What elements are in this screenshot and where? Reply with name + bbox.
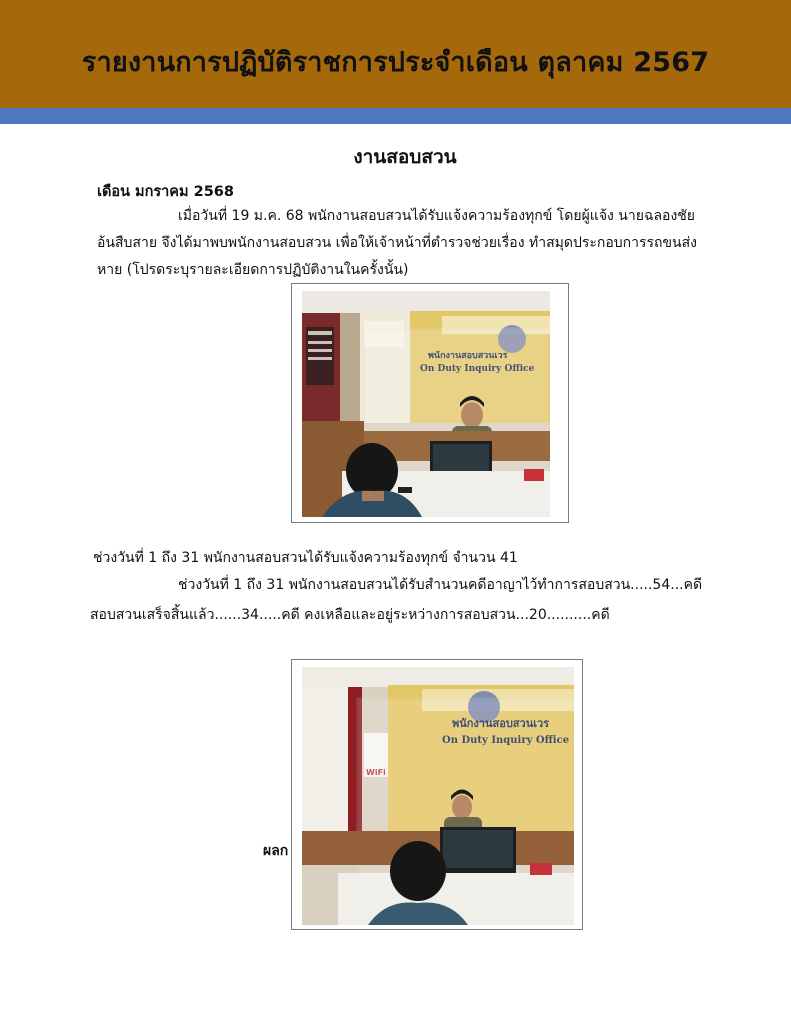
photo-1-sign-english: On Duty Inquiry Office [420, 364, 535, 374]
paragraph-1-line-3: หาย (โปรดระบุรายละเอียดการปฏิบัติงานในครั้งนั้น) [97, 262, 409, 278]
paragraph-1-line-1: เมื่อวันที่ 19 ม.ค. 68 พนักงานสอบสวนได้รับแจ้งความร้องทุกข์ โดยผู้แจ้ง นายฉลองชัย [178, 208, 696, 224]
case-summary-line-1: ช่วงวันที่ 1 ถึง 31 พนักงานสอบสวนได้รับสำนวนคดีอาญาไว้ทำการสอบสวน.....54...คดี [178, 577, 703, 593]
paragraph-1-line-2: อ้นสืบสาย จึงได้มาพบพนักงานสอบสวน เพื่อให้เจ้าหน้าที่ตำรวจช่วยเรื่อง ทำสมุดประกอบการรถขนส่ง [97, 235, 698, 251]
header-divider [0, 108, 791, 124]
photo-2-sign-thai: พนักงานสอบสวนเวร [452, 717, 550, 730]
photo-inquiry-office-2 [302, 667, 574, 925]
photo-caption: ผลก [263, 843, 289, 859]
photo-2-sign-english: On Duty Inquiry Office [442, 735, 570, 746]
photo-inquiry-office-1 [302, 291, 550, 517]
complaint-summary: ช่วงวันที่ 1 ถึง 31 พนักงานสอบสวนได้รับแจ้งความร้องทุกข์ จำนวน 41 [93, 550, 518, 566]
photo-1-sign-thai: พนักงานสอบสวนเวร [428, 351, 508, 361]
section-title: งานสอบสวน [353, 146, 457, 168]
report-title: รายงานการปฏิบัติราชการประจำเดือน ตุลาคม 2567 [81, 47, 710, 78]
photo-frame-2 [291, 659, 583, 930]
svg-text:WiFi: WiFi [366, 768, 386, 777]
month-label: เดือน มกราคม 2568 [97, 184, 234, 200]
photo-frame-1 [291, 283, 569, 523]
case-summary-line-2: สอบสวนเสร็จสิ้นแล้ว......34.....คดี คงเหลือและอยู่ระหว่างการสอบสวน...20..........คดี [90, 607, 610, 623]
